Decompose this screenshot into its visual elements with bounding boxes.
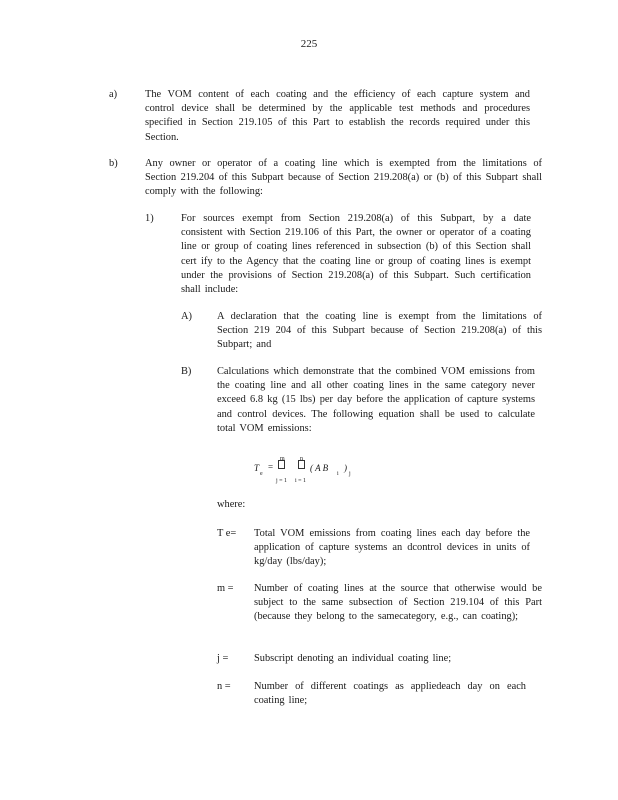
page-number: 225 — [300, 38, 318, 50]
para-b1-marker: 1) — [145, 213, 154, 224]
equation-term: ( A B — [310, 463, 329, 473]
equation-equals: = — [268, 462, 274, 472]
equation-term-outer-sub: j — [349, 471, 351, 477]
equation-upper-n: n — [300, 456, 303, 462]
para-b-marker: b) — [109, 158, 118, 169]
definition-symbol: T e= — [217, 528, 237, 539]
definition-text: Number of different coatings as appliedeach day on each coating line; — [254, 681, 526, 707]
summation-i-icon — [298, 460, 305, 469]
vom-equation — [254, 452, 364, 486]
para-A-text: A declaration that the coating line is exempt from the limitations of Section 219 204 of this Subpart because of Section 219.208(a) of this Subpart; and — [217, 311, 542, 351]
para-B-marker: B) — [181, 366, 192, 377]
para-b1-text: For sources exempt from Section 219.208(a) of this Subpart, by a date consistent with Section 219.106 of this Part, the owner or operator of a coating line or group of coating lines referenced in subsection (b) of this Section shall cert ify to the Agency that the coating line or group of coating lines is exempt under the provisions of Section 219.208(a) of this Subpart. Such certification shall include: — [181, 213, 531, 296]
para-a-marker: a) — [109, 89, 118, 100]
equation-lower-j: j = 1 — [276, 478, 288, 484]
definition-text: Number of coating lines at the source that otherwise would be subject to the same subsection of Section 219.104 of this Part (because they belong to the samecategory, e.g., can coating); — [254, 583, 542, 623]
definition-symbol: m = — [217, 583, 234, 594]
definition-text: Subscript denoting an individual coating line; — [254, 653, 452, 664]
equation-lhs-sub: e — [260, 471, 263, 477]
equation-term-sub: i — [337, 471, 339, 477]
equation-upper-m: m — [280, 456, 285, 462]
definition-symbol: n = — [217, 681, 231, 692]
where-label: where: — [217, 499, 246, 510]
definition-symbol: j = — [217, 653, 229, 664]
para-A-marker: A) — [181, 311, 192, 322]
equation-term-close: ) — [344, 463, 347, 473]
equation-lhs: T — [254, 463, 260, 473]
para-b-text: Any owner or operator of a coating line which is exempted from the limitations of Section 219.204 of this Subpart because of Section 219.208(a) or (b) of this Subpart shall comply with the following: — [145, 158, 542, 198]
definition-text: Total VOM emissions from coating lines each day before the application of capture systems an dcontrol devices in units of kg/day (lbs/day); — [254, 528, 530, 568]
equation-lower-i: i = 1 — [295, 478, 307, 484]
summation-j-icon — [278, 460, 285, 469]
para-a-text: The VOM content of each coating and the efficiency of each capture system and control device shall be determined by the applicable test methods and procedures specified in Section 219.105 of this Part to establish the records required under this Section. — [145, 89, 530, 143]
para-B-text: Calculations which demonstrate that the combined VOM emissions from the coating line and all other coating lines in the same category never exceed 6.8 kg (15 lbs) per day before the application of capture systems and control devices. The following equation shall be used to calculate total VOM emissions: — [217, 366, 535, 434]
